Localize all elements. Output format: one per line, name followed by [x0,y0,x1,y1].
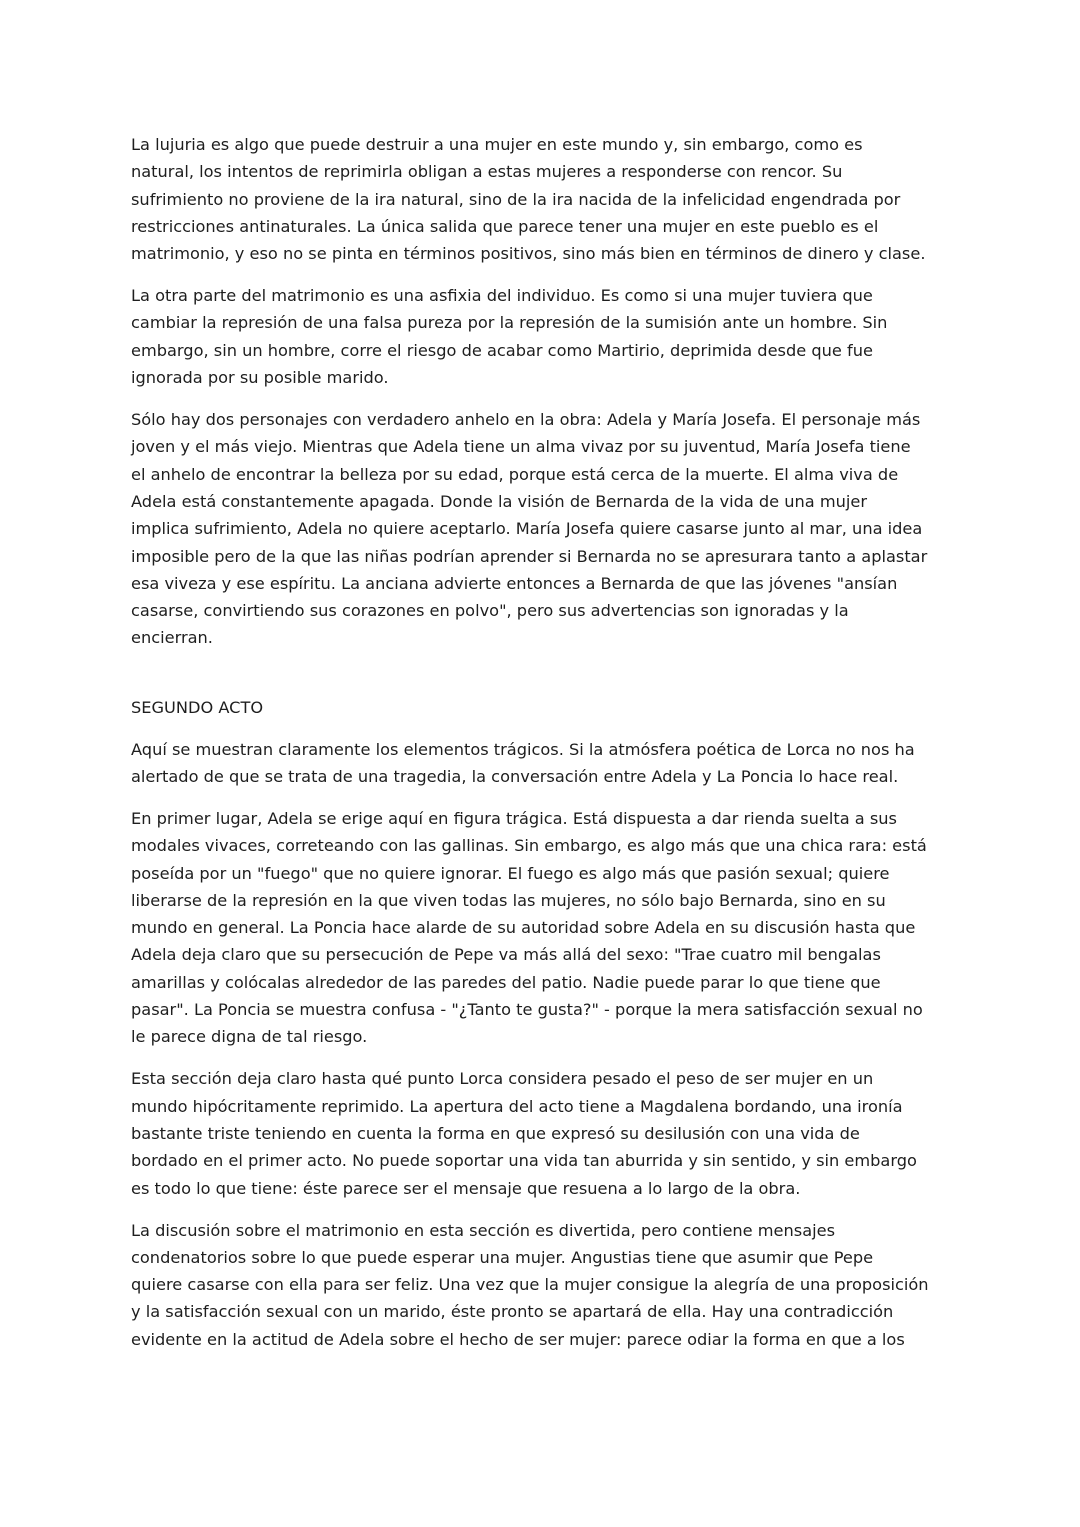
text-line: Adela deja claro que su persecución de Pepe va más allá del sexo: "Trae cuatro mil bengalas [131,945,881,965]
text-line: embargo, sin un hombre, corre el riesgo de acabar como Martirio, deprimida desde que fue [131,340,873,360]
text-line: alertado de que se trata de una tragedia, la conversación entre Adela y La Poncia lo hace real. [131,767,899,786]
text-line: modales vivaces, correteando con las gallinas. Sin embargo, es algo más que una chica rara: está [131,836,927,856]
text-line: condenatorios sobre lo que puede esperar una mujer. Angustias tiene que asumir que Pepe [131,1247,874,1267]
text-line: quiere casarse con ella para ser feliz. Una vez que la mujer consigue la alegría de una proposición [131,1275,929,1295]
text-line: La discusión sobre el matrimonio en esta sección es divertida, pero contiene mensajes [131,1220,836,1240]
document-page [131,131,953,1368]
text-line: evidente en la actitud de Adela sobre el hecho de ser mujer: parece odiar la forma en que a los [131,1329,905,1349]
text-line: Aquí se muestran claramente los elementos trágicos. Si la atmósfera poética de Lorca no nos ha [131,739,915,759]
paragraph-peso-mujer [131,1065,953,1201]
text-line: el anhelo de encontrar la belleza por su edad, porque está cerca de la muerte. El alma viva de [131,464,899,484]
text-line: Sólo hay dos personajes con verdadero anhelo en la obra: Adela y María Josefa. El personaje más [131,410,921,430]
text-line: restricciones antinaturales. La única salida que parece tener una mujer en este pueblo es el [131,216,879,236]
text-line: le parece digna de tal riesgo. [131,1027,368,1047]
section-first-act-analysis [131,131,953,652]
text-line: liberarse de la represión en la que viven todas las mujeres, no sólo bajo Bernarda, sino en su [131,890,886,910]
text-line: casarse, convirtiendo sus corazones en polvo", pero sus advertencias son ignoradas y la [131,601,849,621]
text-line: La otra parte del matrimonio es una asfixia del individuo. Es como si una mujer tuviera que [131,286,873,306]
text-line: amarillas y colócalas alrededor de las paredes del patio. Nadie puede parar lo que tiene que [131,972,881,992]
paragraph-elementos-tragicos [131,736,953,791]
text-line: pasar". La Poncia se muestra confusa - "¿Tanto te gusta?" - porque la mera satisfacción sexual no [131,1000,923,1020]
text-line: imposible pero de la que las niñas podrían aprender si Bernarda no se apresurara tanto a aplastar [131,546,928,566]
text-line: En primer lugar, Adela se erige aquí en figura trágica. Está dispuesta a dar rienda suelta a sus [131,808,897,828]
text-line: bastante triste teniendo en cuenta la forma en que expresó su desilusión con una vida de [131,1123,860,1143]
text-line: mundo hipócritamente reprimido. La apertura del acto tiene a Magdalena bordando, una ironía [131,1096,903,1116]
text-line: sufrimiento no proviene de la ira natural, sino de la ira nacida de la infelicidad engendrada por [131,189,901,209]
text-line: encierran. [131,628,213,648]
text-line: cambiar la represión de una falsa pureza por la represión de la sumisión ante un hombre. Sin [131,313,888,333]
text-line: implica sufrimiento, Adela no quiere aceptarlo. María Josefa quiere casarse junto al mar, una idea [131,519,923,539]
text-line: y la satisfacción sexual con un marido, éste pronto se apartará de ella. Hay una contradicción [131,1302,894,1322]
text-line: mundo en general. La Poncia hace alarde de su autoridad sobre Adela en su discusión hasta que [131,918,916,938]
paragraph-discusion-matrimonio [131,1217,953,1353]
paragraph-anhelo [131,406,953,652]
text-line: ignorada por su posible marido. [131,368,389,388]
text-line: Adela está constantemente apagada. Donde la visión de Bernarda de la vida de una mujer [131,491,868,511]
text-line: matrimonio, y eso no se pinta en términos positivos, sino más bien en términos de dinero y clase. [131,244,926,264]
text-line: Esta sección deja claro hasta qué punto Lorca considera pesado el peso de ser mujer en un [131,1069,874,1089]
text-line: natural, los intentos de reprimirla obligan a estas mujeres a responderse con rencor. Su [131,162,843,182]
text-line: poseída por un "fuego" que no quiere ignorar. El fuego es algo más que pasión sexual; quiere [131,863,890,883]
paragraph-lujuria [131,131,953,267]
text-line: esa viveza y ese espíritu. La anciana advierte entonces a Bernarda de que las jóvenes "ansían [131,573,898,593]
text-line: La lujuria es algo que puede destruir a una mujer en este mundo y, sin embargo, como es [131,135,863,154]
section-segundo-acto [131,694,953,1353]
paragraph-adela-tragica [131,805,953,1051]
text-line: bordado en el primer acto. No puede soportar una vida tan aburrida y sin sentido, y sin embargo [131,1151,917,1171]
text-line: joven y el más viejo. Mientras que Adela tiene un alma vivaz por su juventud, María Josefa tiene [131,437,911,457]
text-line: es todo lo que tiene: éste parece ser el mensaje que resuena a lo largo de la obra. [131,1178,801,1198]
section-heading: SEGUNDO ACTO [131,697,264,717]
paragraph-matrimonio [131,282,953,391]
